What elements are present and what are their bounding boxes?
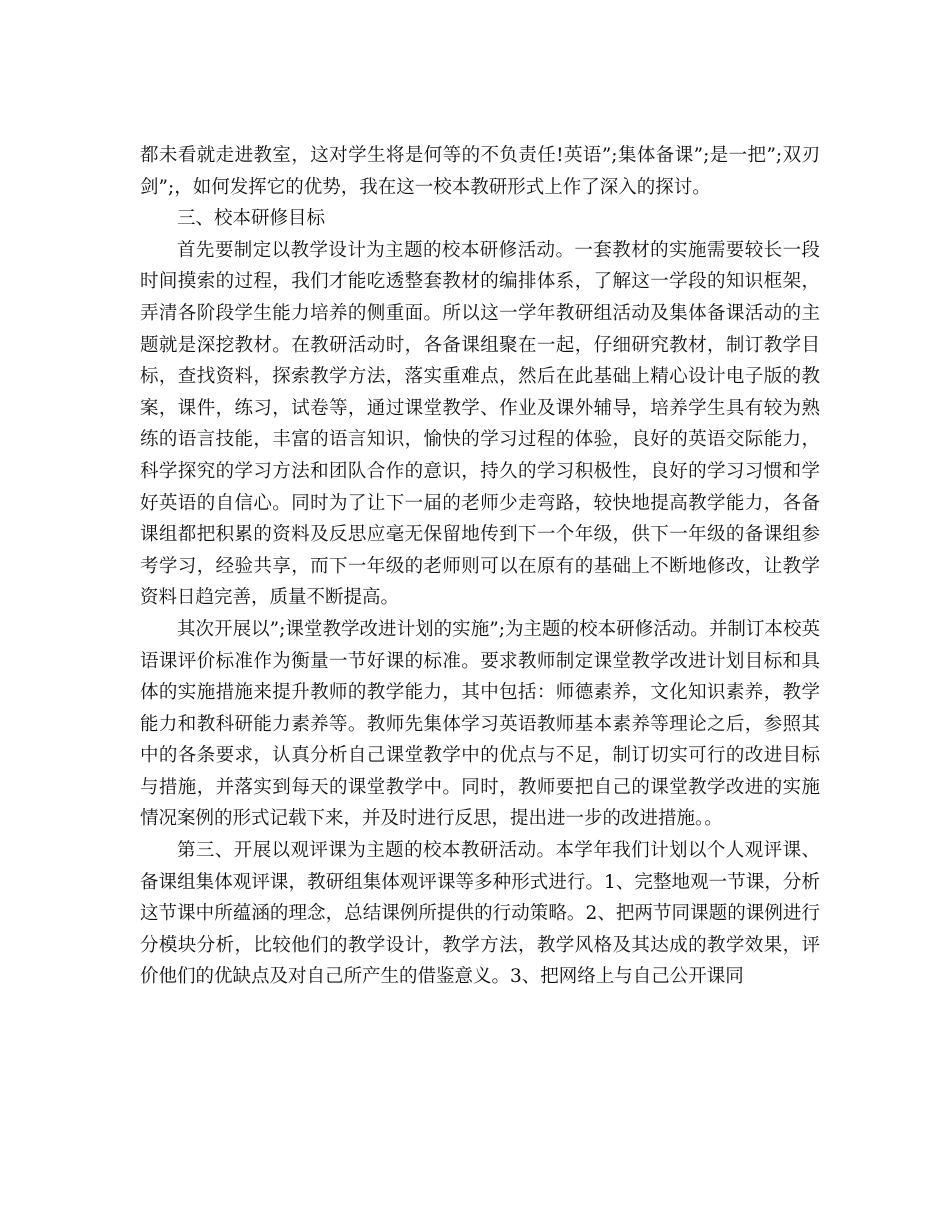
paragraph-lesson-observation: 第三、开展以观评课为主题的校本教研活动。本学年我们计划以个人观评课、备课组集体观评课，教研组集体观评课等多种形式进行。1、完整地观一节课，分析这节课中所蕴涵的理念，总结课例所提供的行动策略。2、把两节同课题的课例进行分模块分析，比较他们的教学设计，教学方法，教学风格及其达成的教学效果，评价他们的优缺点及对自己所产生的借鉴意义。3、把网络上与自己公开课同 — [140, 840, 820, 988]
paragraph-continuation: 都未看就走进教室，这对学生将是何等的不负责任!英语”;集体备课”;是一把”;双刃剑”;，如何发挥它的优势，我在这一校本教研形式上作了深入的探讨。 — [140, 145, 820, 198]
section-heading: 三、校本研修目标 — [177, 208, 326, 230]
paragraph-classroom-improvement: 其次开展以”;课堂教学改进计划的实施”;为主题的校本研修活动。并制订本校英语课评价标准作为衡量一节好课的标准。要求教师制定课堂教学改进计划目标和具体的实施措施来提升教师的教学能力，其中包括：师德素养，文化知识素养，教学能力和教科研能力素养等。教师先集体学习英语教师基本素养等理论之后，参照其中的各条要求，认真分析自己课堂教学中的优点与不足，制订切实可行的改进目标与措施，并落实到每天的课堂教学中。同时，教师要把自己的课堂教学改进的实施情况案例的形式记载下来，并及时进行反思，提出进一步的改进措施。。 — [140, 618, 820, 830]
paragraph-teaching-design: 首先要制定以教学设计为主题的校本研修活动。一套教材的实施需要较长一段时间摸索的过程，我们才能吃透整套教材的编排体系，了解这一学段的知识框架，弄清各阶段学生能力培养的侧重面。所以这一学年教研组活动及集体备课活动的主题就是深挖教材。在教研活动时，各备课组聚在一起，仔细研究教材，制订教学目标，查找资料，探索教学方法，落实重难点，然后在此基础上精心设计电子版的教案，课件，练习，试卷等，通过课堂教学、作业及课外辅导，培养学生具有较为熟练的语言技能，丰富的语言知识，愉快的学习过程的体验，良好的英语交际能力，科学探究的学习方法和团队合作的意识，持久的学习积极性，良好的学习习惯和学好英语的自信心。同时为了让下一届的老师少走弯路，较快地提高教学能力，各备课组都把积累的资料及反思应毫无保留地传到下一个年级，供下一年级的备课组参考学习，经验共享，而下一年级的老师则可以在原有的基础上不断地修改，让教学资料日趋完善，质量不断提高。 — [140, 239, 820, 609]
document-body — [140, 140, 820, 993]
